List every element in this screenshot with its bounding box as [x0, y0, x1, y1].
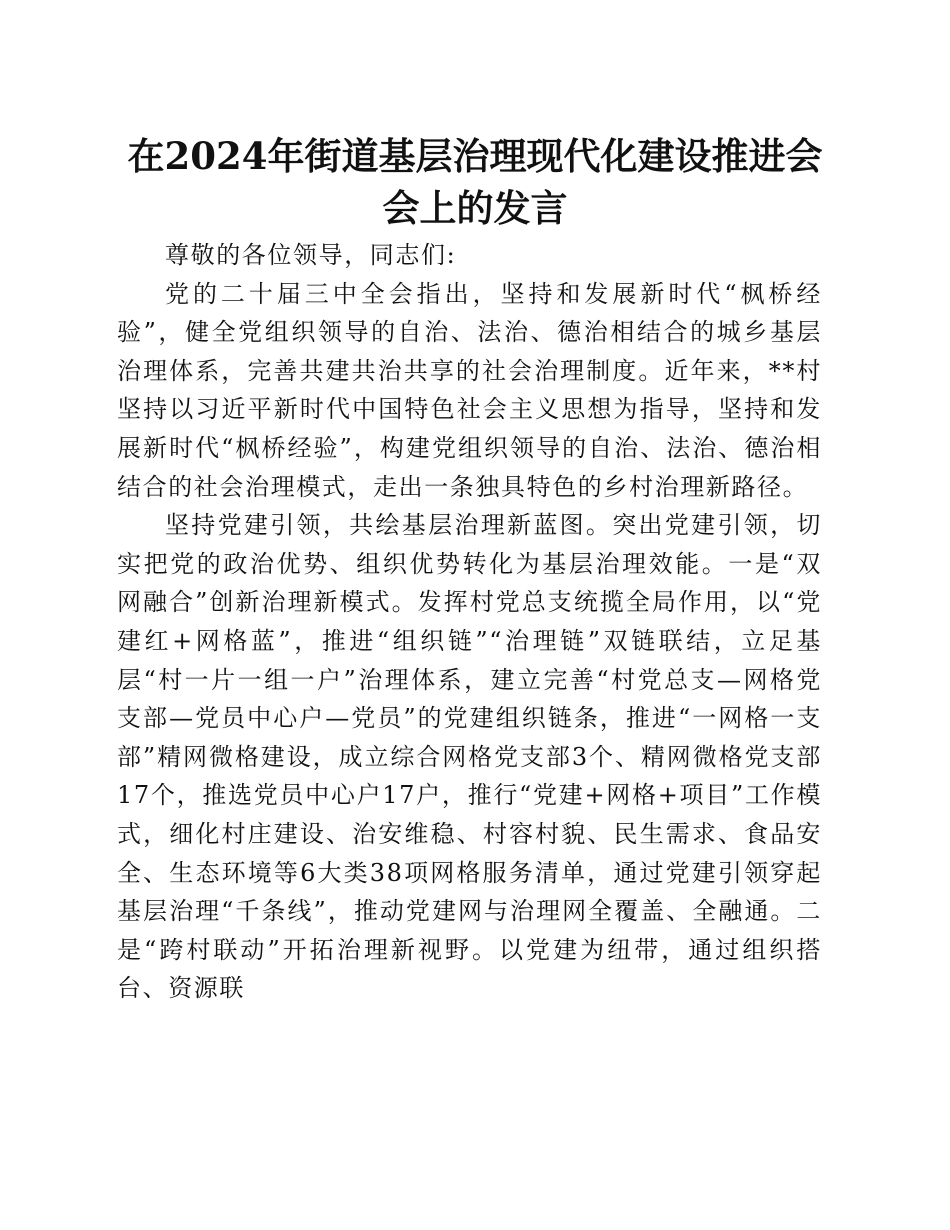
- document-body: [117, 236, 822, 1008]
- body-paragraph: 坚持党建引领，共绘基层治理新蓝图。突出党建引领，切实把党的政治优势、组织优势转化为基层治理效能。一是“双网融合”创新治理新模式。发挥村党总支统揽全局作用，以“党建红+网格蓝”，推进“组织链”“治理链”双链联结，立足基层“村一片一组一户”治理体系，建立完善“村党总支—网格党支部—党员中心户—党员”的党建组织链条，推进“一网格一支部”精网微格建设，成立综合网格党支部3个、精网微格党支部17个，推选党员中心户17户，推行“党建+网格+项目”工作模式，细化村庄建设、治安维稳、村容村貌、民生需求、食品安全、生态环境等6大类38项网格服务清单，通过党建引领穿起基层治理“千条线”，推动党建网与治理网全覆盖、全融通。二是“跨村联动”开拓治理新视野。以党建为纽带，通过组织搭台、资源联: [117, 511, 822, 1003]
- body-paragraph: 党的二十届三中全会指出，坚持和发展新时代“枫桥经验”，健全党组织领导的自治、法治、德治相结合的城乡基层治理体系，完善共建共治共享的社会治理制度。近年来，**村坚持以习近平新时代中国特色社会主义思想为指导，坚持和发展新时代“枫桥经验”，构建党组织领导的自治、法治、德治相结合的社会治理模式，走出一条独具特色的乡村治理新路径。: [117, 279, 822, 501]
- document-title: 在2024年街道基层治理现代化建设推进会会上的发言: [127, 134, 823, 230]
- salutation-paragraph: 尊敬的各位领导，同志们:: [165, 241, 457, 269]
